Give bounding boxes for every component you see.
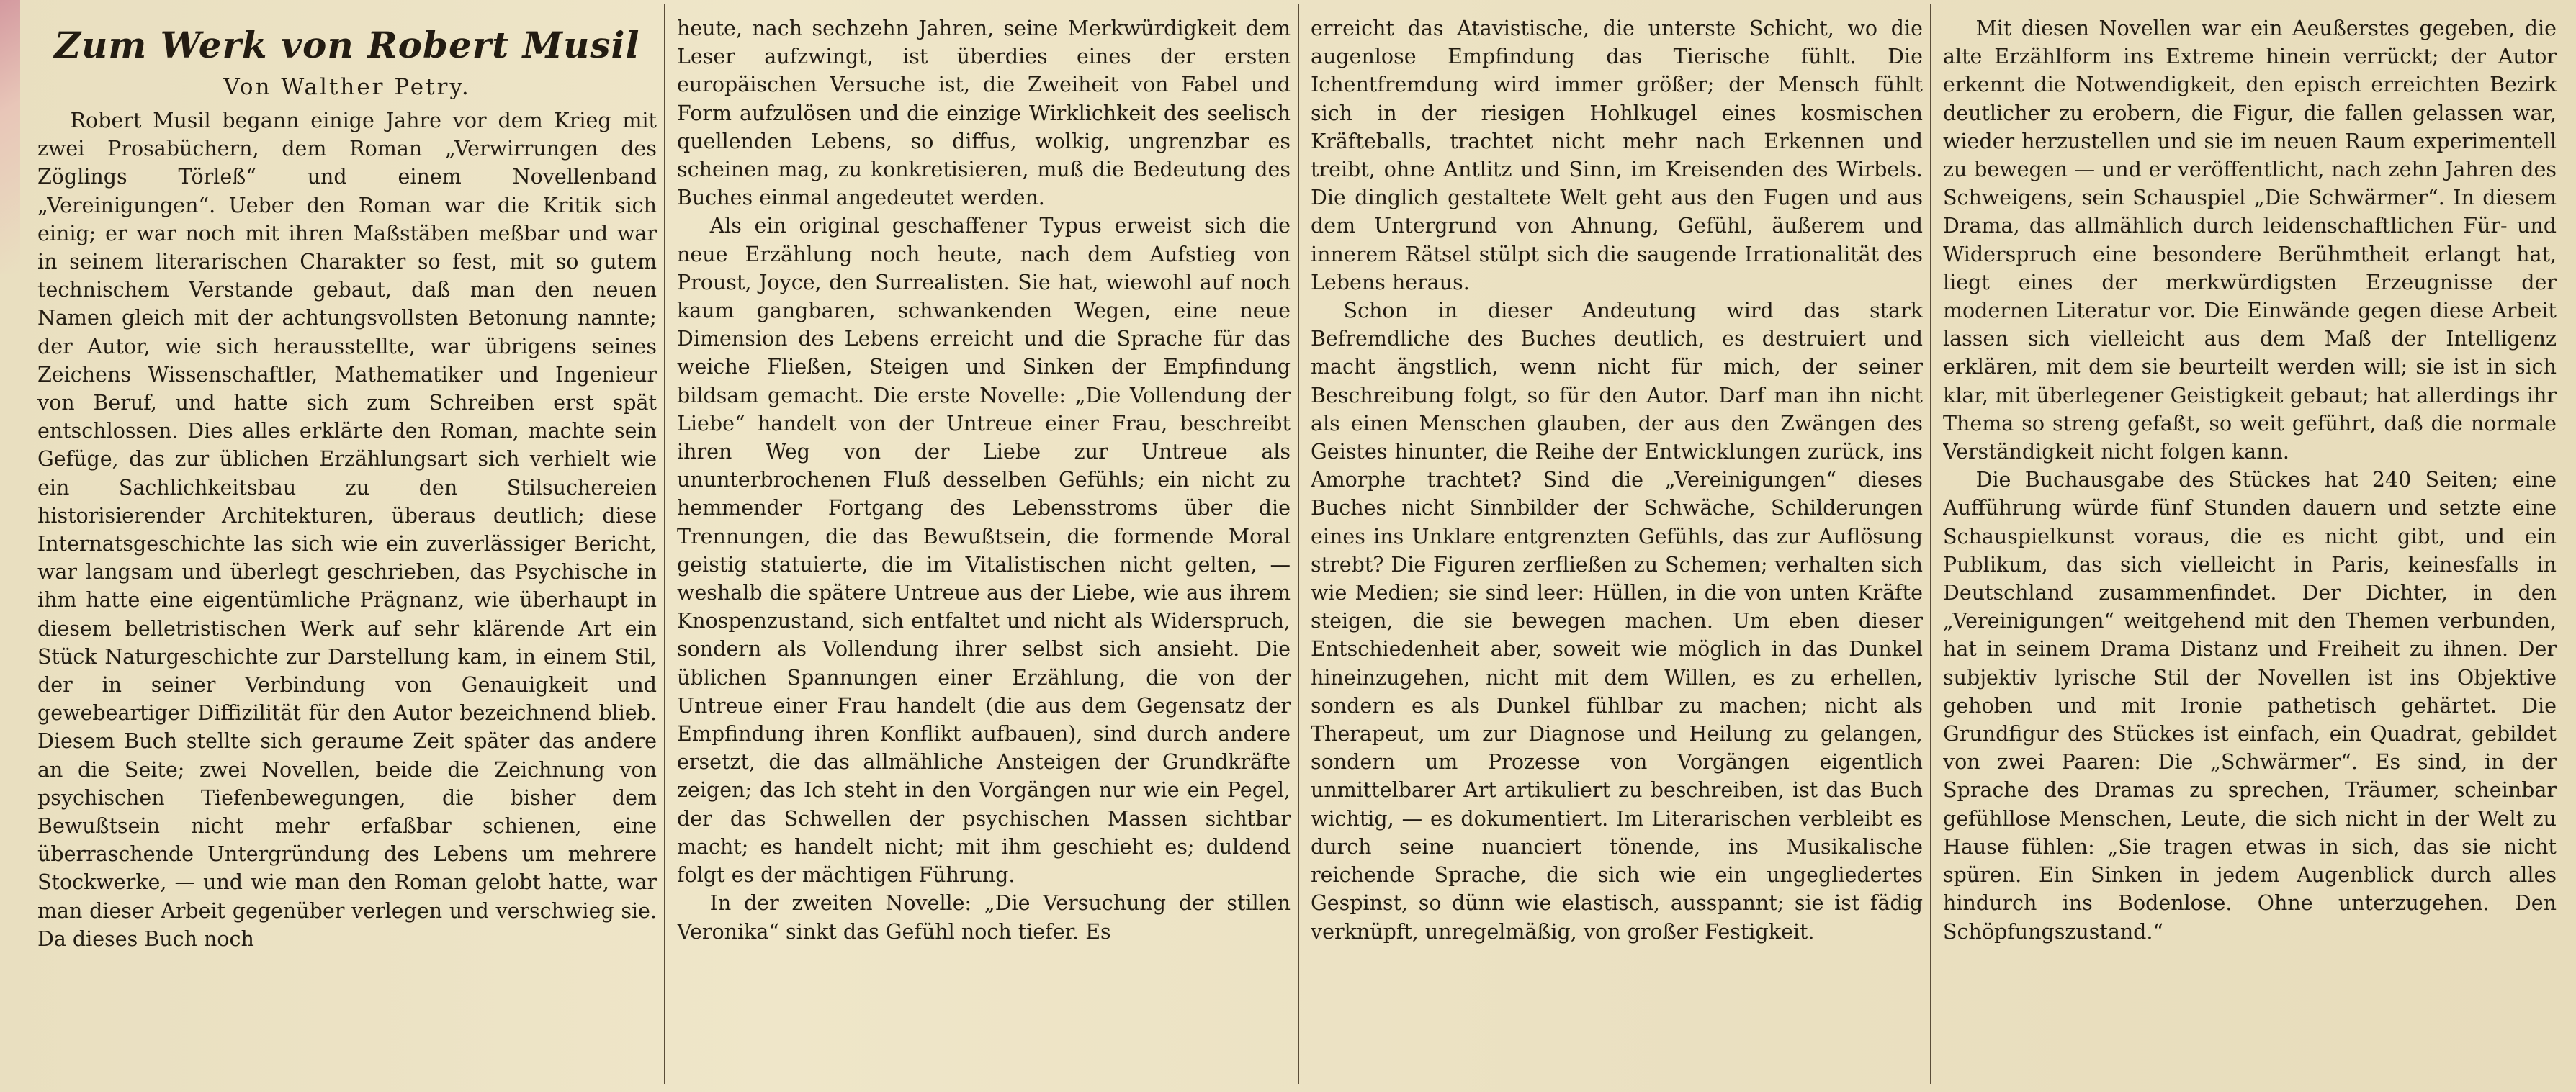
paragraph: erreicht das Atavistische, die unterste Schicht, wo die augenlose Empfindung das Tierische fühlt. Die Ichentfremdung wird immer größer; der Mensch fühlt sich in der riesigen Hohlkugel eines kosmischen Kräfteballs, trachtet nicht mehr nach Erkennen und treibt, ohne Antlitz und Sinn, im Kreisenden des Wirbels. Die dinglich gestaltete Welt geht aus den Fugen und aus dem Untergrund von Ahnung, Gefühl, äußerem und innerem Rätsel stülpt sich die saugende Irrationalität des Lebens heraus. xyxy=(1311,17,1923,294)
paragraph: Als ein original geschaffener Typus erweist sich die neue Erzählung noch heute, nach dem Aufstieg von Proust, Joyce, den Surrealisten. Sie hat, wiewohl auf noch kaum gangbaren, schwankenden Wegen, eine neue Dimension des Lebens erreicht und die Sprache für das weiche Fließen, Steigen und Sinken der Empfindung bildsam gemacht. Die erste Novelle: „Die Vollendung der Liebe“ handelt von der Untreue einer Frau, beschreibt ihren Weg von der Liebe zur Untreue als ununterbrochenen Fluß desselben Gefühls; ein nicht zu hemmender Fortgang des Lebensstroms über die Trennungen, die das Bewußtsein, die formende Moral geistig statuierte, die im Vitalistischen nicht gelten, — weshalb die spätere Untreue aus der Liebe, wie aus ihrem Knospenzustand, sich entfaltet und nicht als Widerspruch, sondern als Vollendung ihrer selbst sich ansieht. Die üblichen Spannungen einer Erzählung, die von der Untreue einer Frau handelt (die aus dem Gegensatz der Empfindung ihren Konflikt aufbauen), sind durch andere ersetzt, die das allmähliche Ansteigen der Grundkräfte zeigen; das Ich steht in den Vorgängen nur wie ein Pegel, der das Schwellen der psychischen Massen sichtbar macht; es handelt nicht; mit ihm geschieht es; duldend folgt es der mächtigen Führung. xyxy=(677,214,1291,888)
column-2 xyxy=(677,14,1291,1080)
paragraph: In der zweiten Novelle: „Die Versuchung der stillen Veronika“ sinkt das Gefühl noch tiefer. Es xyxy=(677,891,1291,944)
article-title: Zum Werk von Robert Musil xyxy=(54,24,640,66)
paragraph: Robert Musil begann einige Jahre vor dem Krieg mit zwei Prosabüchern, dem Roman „Verwirrungen des Zöglings Törleß“ und einem Novellenband „Vereinigungen“. Ueber den Roman war die Kritik sich einig; er war noch mit ihren Maßstäben meßbar und war in seinem literarischen Charakter so fest, mit so gutem technischem Verstande gebaut, daß man den neuen Namen gleich mit der achtungsvollsten Betonung nannte; der Autor, wie sich herausstellte, war übrigens seines Zeichens Wissenschaftler, Mathematiker und Ingenieur von Beruf, und hatte sich zum Schreiben erst spät entschlossen. Dies alles erklärte den Roman, machte sein Gefüge, das zur üblichen Erzählungsart sich verhielt wie ein Sachlichkeitsbau zu den Stilsuchereien historisierender Architekturen, überaus deutlich; diese Internatsgeschichte las sich wie ein zuverlässiger Bericht, war langsam und überlegt geschrieben, das Psychische in ihm hatte eine eigentümliche Prägnanz, wie überhaupt in diesem belletristischen Werk auf sehr klärende Art ein Stück Naturgeschichte zur Darstellung kam, in einem Stil, der in seiner Verbindung von Genauigkeit und gewebeartiger Diffizilität für den Autor bezeichnend blieb. Diesem Buch stellte sich geraume Zeit später das andere an die Seite; zwei Novellen, beide die Zeichnung von psychischen Tiefenbewegungen, die bisher dem Bewußtsein nicht mehr erfaßbar schienen, eine überraschende Untergründung des Lebens um mehrere Stockwerke, — und wie man den Roman gelobt hatte, war man dieser Arbeit gegenüber verlegen und verschwieg sie. Da dieses Buch noch xyxy=(37,109,657,951)
torn-paper-edge xyxy=(0,0,20,274)
column-divider xyxy=(1298,4,1299,1084)
paragraph: Schon in dieser Andeutung wird das stark Befremdliche des Buches deutlich, es destruiert und macht ängstlich, wenn nicht für mich, der seiner Beschreibung folgt, so für den Autor. Darf man ihn nicht als einen Menschen glauben, der aus den Zwängen des Geistes hinunter, die Reihe der Entwicklungen zurück, ins Amorphe trachtet? Sind die „Vereinigungen“ dieses Buches nicht Sinnbilder der Schwäche, Schilderungen eines ins Unklare entgrenzten Gefühls, das zur Auflösung strebt? Die Figuren zerfließen zu Schemen; verhalten sich wie Medien; sie sind leer: Hüllen, in die von unten Kräfte steigen, die sie bewegen machen. Um eben dieser Entschiedenheit aber, soweit wie möglich in das Dunkel hineinzugehen, nicht mit dem Willen, es zu erhellen, sondern es als Dunkel fühlbar zu machen; nicht als Therapeut, um zur Diagnose und Heilung zu gelangen, sondern um Prozesse von Vorgängen eigentlich unmittelbarer Art artikuliert zu beschreiben, ist das Buch wichtig, — es dokumentiert. Im Literarischen verbleibt es durch seine nuanciert tönende, ins Musikalische reichende Sprache, die sich wie ein ungegliedertes Gespinst, so dünn wie elastisch, ausspannt; sie ist fädig verknüpft, unregelmäßig, von großer Festigkeit. xyxy=(1311,299,1923,944)
paragraph: Die Buchausgabe des Stückes hat 240 Seiten; eine Aufführung würde fünf Stunden dauern und setzte eine Schauspielkunst voraus, die es nicht gibt, und ein Publikum, das sich vielleicht in Paris, keinesfalls in Deutschland zusammenfindet. Der Dichter, in den „Vereinigungen“ weitgehend mit den Themen verbunden, hat in seinem Drama Distanz und Freiheit zu ihnen. Der subjektiv lyrische Stil der Novellen ist ins Objektive gehoben und mit Ironie pathetisch gehärtet. Die Grundfigur des Stückes ist einfach, ein Quadrat, gebildet von zwei Paaren: Die „Schwärmer“. Es sind, in der Sprache des Dramas zu sprechen, Träumer, scheinbar gefühllose Menschen, Leute, die sich nicht in der Welt zu Hause fühlen: „Sie tragen etwas in sich, das sie nicht spüren. Ein Sinken in jedem Augenblick durch alles hindurch ins Bodenlose. Ohne unterzugehen. Den Schöpfungszustand.“ xyxy=(1943,468,2557,944)
column-1 xyxy=(37,14,657,1080)
column-4 xyxy=(1943,14,2557,1080)
column-divider xyxy=(664,4,665,1084)
article-byline: Von Walther Petry. xyxy=(223,74,471,100)
column-divider xyxy=(1930,4,1931,1084)
column-3 xyxy=(1311,14,1923,1080)
paragraph: heute, nach sechzehn Jahren, seine Merkwürdigkeit dem Leser aufzwingt, ist überdies eines der ersten europäischen Versuche ist, die Zweiheit von Fabel und Form aufzulösen und die einzige Wirklichkeit des seelisch quellenden Lebens, so diffus, wolkig, ungrenzbar es scheinen mag, zu konkretisieren, muß die Bedeutung des Buches einmal angedeutet werden. xyxy=(677,17,1291,210)
paragraph: Mit diesen Novellen war ein Aeußerstes gegeben, die alte Erzählform ins Extreme hinein verrückt; der Autor erkennt die Notwendigkeit, den episch erreichten Bezirk deutlicher zu erobern, die Figur, die fallen gelassen war, wieder herzustellen und sie im neuen Raum experimentell zu bewegen — und er veröffentlicht, nach zehn Jahren des Schweigens, sein Schauspiel „Die Schwärmer“. In diesem Drama, das allmählich durch leidenschaftlichen Für- und Widerspruch eine besondere Berühmtheit erlangt hat, liegt eines der merkwürdigsten Erzeugnisse der modernen Literatur vor. Die Einwände gegen diese Arbeit lassen sich vielleicht aus dem Maß der Intelligenz erklären, mit dem sie beurteilt werden will; sie ist in sich klar, mit überlegener Geistigkeit gebaut; hat allerdings ihr Thema so streng gefaßt, so weit geführt, daß die normale Verständigkeit nicht folgen kann. xyxy=(1943,17,2557,464)
